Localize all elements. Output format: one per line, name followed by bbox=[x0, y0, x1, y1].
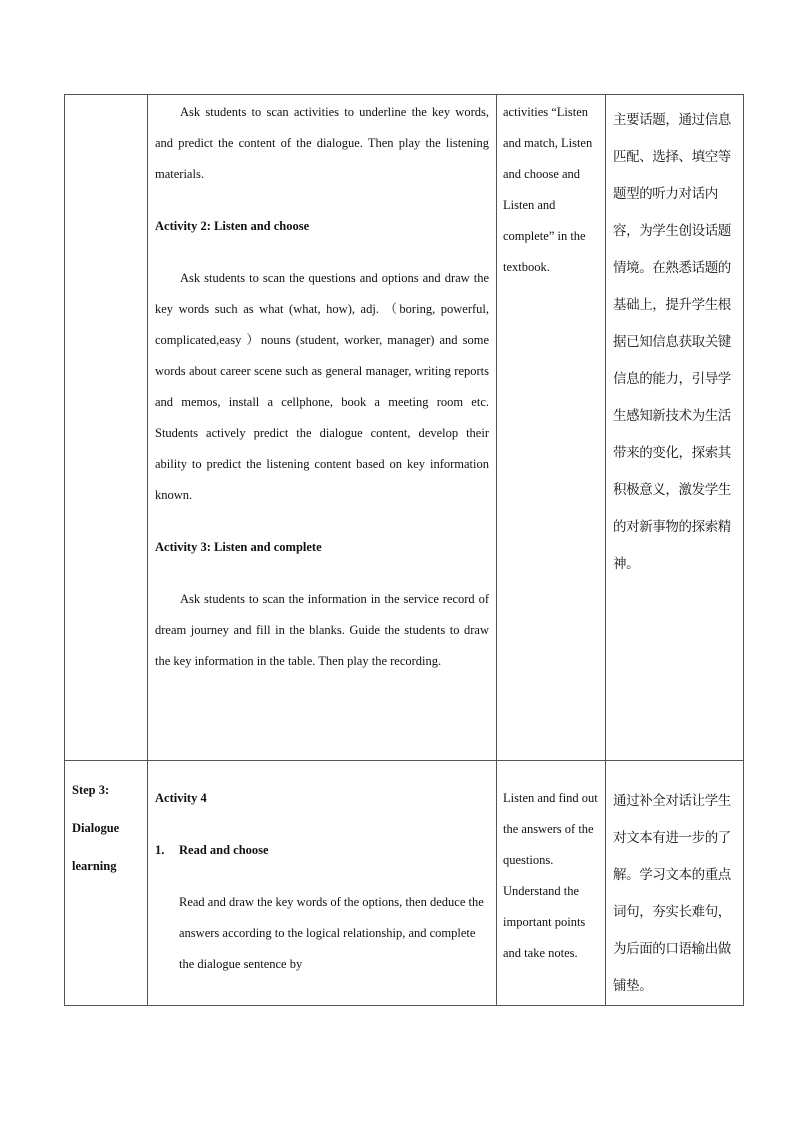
table-row bbox=[65, 761, 744, 1006]
activity-paragraph: Ask students to scan the information in the service record of dream journey and fill in the blanks. Guide the students to draw the key information in the table. Then play the recording. bbox=[155, 592, 489, 668]
activity-cell bbox=[148, 761, 497, 1006]
purpose-cell bbox=[606, 761, 744, 1006]
list-heading: Read and choose bbox=[179, 843, 269, 857]
activity-paragraph: Ask students to scan the questions and options and draw the key words such as what (what, how), adj. （boring, powerful, complicated,easy ）nouns (student, worker, manager) and some words about career scene such as general manager, writing reports and memos, install a cellphone, book a meeting room etc. Students actively predict the dialogue content, develop their ability to predict the listening content based on key information known. bbox=[155, 271, 489, 502]
list-number: 1. bbox=[155, 843, 165, 857]
activity-heading: Activity 3: Listen and complete bbox=[155, 540, 322, 554]
purpose-text: 主要话题，通过信息匹配、选择、填空等题型的听力对话内容，为学生创设话题情境。在熟悉话题的基础上，提升学生根据已知信息获取关键信息的能力，引导学生感知新技术为生活带来的变化，探索其积极意义，激发学生的对新事物的探索精神。 bbox=[613, 112, 731, 572]
step-cell bbox=[65, 95, 148, 761]
activity-paragraph: Ask students to scan activities to underline the key words, and predict the content of the dialogue. Then play the listening materials. bbox=[155, 105, 489, 181]
activity-heading: Activity 2: Listen and choose bbox=[155, 219, 310, 233]
step-cell bbox=[65, 761, 148, 1006]
student-activity-cell bbox=[497, 761, 606, 1006]
activity-paragraph: Read and draw the key words of the options, then deduce the answers according to the logical relationship, and complete the dialogue sentence by bbox=[179, 895, 484, 971]
step-label bbox=[65, 95, 147, 105]
purpose-cell bbox=[606, 95, 744, 761]
purpose-text: 通过补全对话让学生对文本有进一步的了解。学习文本的重点词句，夯实长难句，为后面的口语输出做铺垫。 bbox=[613, 793, 731, 994]
table-row bbox=[65, 95, 744, 761]
student-activity-cell bbox=[497, 95, 606, 761]
step-label: Step 3: Dialogue learning bbox=[72, 783, 120, 873]
activity-cell bbox=[148, 95, 497, 761]
activity-heading: Activity 4 bbox=[155, 791, 207, 805]
lesson-plan-table bbox=[64, 94, 744, 1006]
student-activity-text: Listen and find out the answers of the questions. Understand the important points and take notes. bbox=[503, 791, 598, 960]
student-activity-text: activities “Listen and match, Listen and choose and Listen and complete” in the textbook. bbox=[503, 105, 593, 274]
